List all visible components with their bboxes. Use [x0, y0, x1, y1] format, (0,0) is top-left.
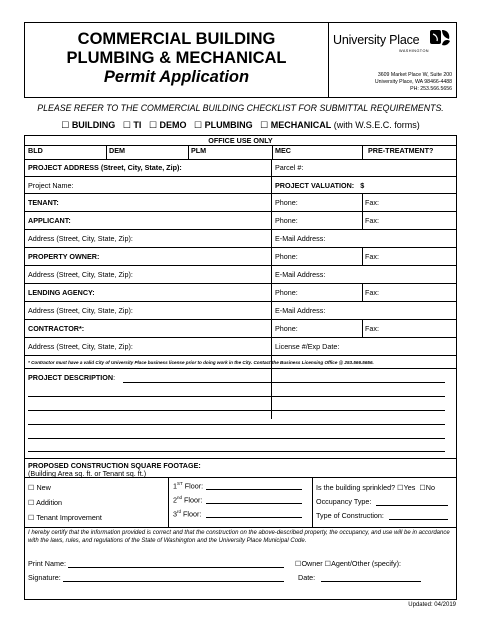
permit-type-row: [24, 120, 457, 131]
label-owner-email: E-Mail Address:: [275, 270, 326, 279]
contractor-license-note: * Contractor must have a valid City of University Place business license prior to doing work in the City. Contact the Business Licensing Office @ 253.566.5656.: [28, 360, 374, 365]
label-contractor-address: Address (Street, City, State, Zip):: [28, 342, 133, 351]
checkbox-agent[interactable]: ☐: [324, 559, 332, 568]
date-field[interactable]: [321, 581, 421, 582]
office-plm: PLM: [191, 146, 207, 155]
city-address-2: University Place, WA 98466-4488: [374, 79, 452, 85]
description-line-2[interactable]: [28, 396, 445, 397]
label-owner-fax: Fax:: [365, 252, 379, 261]
label-license: License #/Exp Date:: [275, 342, 340, 351]
label-lender-phone: Phone:: [275, 288, 298, 297]
mechanical-note: (with W.S.E.C. forms): [333, 120, 420, 130]
label-lending-agency: LENDING AGENCY:: [28, 288, 95, 297]
logo-sub: WASHINGTON: [399, 49, 429, 53]
submittal-notice: PLEASE REFER TO THE COMMERCIAL BUILDING CHECKLIST FOR SUBMITTAL REQUIREMENTS.: [37, 103, 444, 113]
title-block: [25, 23, 329, 97]
signature-field[interactable]: [63, 581, 284, 582]
label-sprinkled: Is the building sprinkled? ☐Yes ☐No: [316, 483, 435, 492]
occupancy-field[interactable]: [376, 505, 448, 506]
construction-field[interactable]: [389, 519, 448, 520]
checkbox-no[interactable]: ☐: [419, 483, 426, 492]
label-date: Date:: [298, 573, 316, 582]
city-phone: PH: 253.566.5656: [410, 86, 452, 92]
label-building: BUILDING: [71, 120, 116, 130]
logo-name: University Place: [333, 33, 420, 47]
application-form: [24, 135, 457, 600]
label-project-description: PROJECT DESCRIPTION:: [28, 373, 116, 382]
certification-text: I hereby certify that the information provided is correct and that the construction on the above-described property, the occupancy, and use will be in accordance with the laws, rules, and regulations of the State of Washington and the University Place Municipal Code.: [28, 530, 450, 544]
label-contractor-phone: Phone:: [275, 324, 298, 333]
label-owner-phone: Phone:: [275, 252, 298, 261]
label-contractor-fax: Fax:: [365, 324, 379, 333]
checkbox-owner[interactable]: ☐: [295, 559, 302, 568]
label-construction: Type of Construction:: [316, 511, 384, 520]
label-occupancy: Occupancy Type:: [316, 497, 372, 506]
label-plumbing: PLUMBING: [204, 120, 253, 130]
label-lender-email: E-Mail Address:: [275, 306, 326, 315]
label-applicant-email: E-Mail Address:: [275, 234, 326, 243]
city-block: [329, 23, 457, 97]
owner-agent-choice: ☐Owner ☐Agent/Other (specify):: [295, 559, 401, 568]
description-line-6[interactable]: [28, 451, 445, 452]
floor-1-field[interactable]: [206, 489, 302, 490]
label-tenant-phone: Phone:: [275, 198, 298, 207]
label-applicant-fax: Fax:: [365, 216, 379, 225]
title-line-3: Permit Application: [103, 68, 250, 86]
checkbox-new[interactable]: ☐: [28, 483, 35, 492]
city-logo-icon: [429, 27, 451, 49]
title-line-1: COMMERCIAL BUILDING: [77, 30, 276, 48]
checkbox-ti[interactable]: ☐: [122, 120, 131, 130]
label-project-name: Project Name:: [28, 181, 74, 190]
option-tenant-improvement: ☐ Tenant Improvement: [28, 513, 102, 522]
label-applicant: APPLICANT:: [28, 216, 71, 225]
checkbox-addition[interactable]: ☐: [28, 498, 35, 507]
description-line-4[interactable]: [28, 424, 445, 425]
label-mechanical: MECHANICAL: [270, 120, 332, 130]
label-sqft: PROPOSED CONSTRUCTION SQUARE FOOTAGE:: [28, 461, 201, 470]
label-tenant: TENANT:: [28, 198, 59, 207]
label-print-name: Print Name:: [28, 559, 66, 568]
office-mec: MEC: [275, 146, 291, 155]
office-bld: BLD: [28, 146, 43, 155]
label-floor-3: 3rd Floor:: [173, 509, 202, 519]
label-applicant-phone: Phone:: [275, 216, 298, 225]
label-demo: DEMO: [159, 120, 187, 130]
floor-2-field[interactable]: [206, 503, 302, 504]
label-lender-fax: Fax:: [365, 288, 379, 297]
option-new: ☐ New: [28, 483, 51, 492]
label-sqft-sub: (Building Area sq. ft. or Tenant sq. ft.): [28, 469, 147, 478]
label-contractor: CONTRACTOR*:: [28, 324, 85, 333]
label-owner-address: Address (Street, City, State, Zip):: [28, 270, 133, 279]
label-floor-1: 1ST Floor:: [173, 481, 204, 491]
office-pretreatment: PRE-TREATMENT?: [368, 146, 434, 155]
checkbox-yes[interactable]: ☐: [397, 483, 404, 492]
option-addition: ☐ Addition: [28, 498, 63, 507]
label-applicant-address: Address (Street, City, State, Zip):: [28, 234, 133, 243]
label-floor-2: 2nd Floor:: [173, 495, 203, 505]
label-lender-address: Address (Street, City, State, Zip):: [28, 306, 133, 315]
print-name-field[interactable]: [68, 567, 284, 568]
checkbox-building[interactable]: ☐: [61, 120, 70, 130]
checkbox-demo[interactable]: ☐: [148, 120, 158, 130]
description-line-5[interactable]: [28, 438, 445, 439]
label-parcel: Parcel #:: [275, 163, 304, 172]
label-signature: Signature:: [28, 573, 61, 582]
floor-3-field[interactable]: [206, 517, 302, 518]
label-project-valuation: PROJECT VALUATION: $: [275, 181, 365, 190]
description-line-3[interactable]: [28, 410, 445, 411]
label-tenant-fax: Fax:: [365, 198, 379, 207]
checkbox-ti-sqft[interactable]: ☐: [28, 513, 35, 522]
office-dem: DEM: [109, 146, 125, 155]
description-line-1[interactable]: [123, 382, 445, 383]
checkbox-mechanical[interactable]: ☐: [260, 120, 269, 130]
label-ti: TI: [133, 120, 142, 130]
label-property-owner: PROPERTY OWNER:: [28, 252, 100, 261]
label-project-address: PROJECT ADDRESS (Street, City, State, Zip):: [28, 163, 182, 172]
checkbox-plumbing[interactable]: ☐: [194, 120, 203, 130]
city-address-1: 3609 Market Place W, Suite 200: [377, 72, 452, 78]
header-box: [24, 22, 457, 98]
title-line-2: PLUMBING & MECHANICAL: [66, 49, 287, 67]
office-use-heading: OFFICE USE ONLY: [208, 136, 273, 145]
updated-date: Updated: 04/2019: [408, 602, 456, 608]
